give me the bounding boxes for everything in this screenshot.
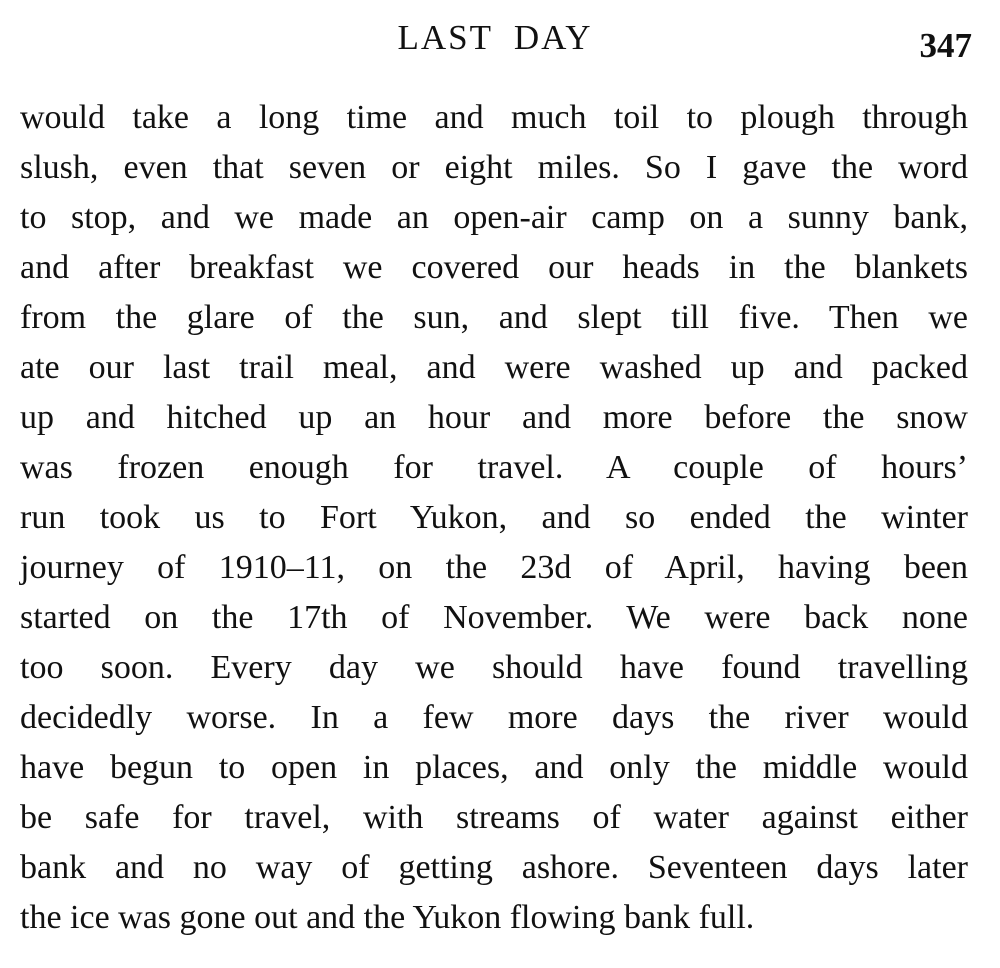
text-line: to stop, and we made an open-air camp on a sunny bank, bbox=[20, 199, 968, 236]
running-title: LAST DAY bbox=[397, 18, 593, 57]
page-number: 347 bbox=[919, 26, 972, 65]
text-line: started on the 17th of November. We were back none bbox=[20, 599, 968, 636]
text-line: ate our last trail meal, and were washed up and packed bbox=[20, 349, 968, 386]
text-line: journey of 1910–11, on the 23d of April, having been bbox=[20, 549, 968, 586]
text-line: decidedly worse. In a few more days the river would bbox=[20, 699, 968, 736]
text-line: would take a long time and much toil to plough through bbox=[20, 99, 968, 136]
text-line: run took us to Fort Yukon, and so ended the winter bbox=[20, 499, 968, 536]
text-line: be safe for travel, with streams of water against either bbox=[20, 799, 968, 836]
body-paragraph bbox=[20, 93, 968, 943]
running-head bbox=[0, 14, 1000, 74]
text-line: have begun to open in places, and only the middle would bbox=[20, 749, 968, 786]
text-line: bank and no way of getting ashore. Seventeen days later bbox=[20, 849, 968, 886]
text-line: the ice was gone out and the Yukon flowing bank full. bbox=[20, 899, 755, 936]
text-line: was frozen enough for travel. A couple of hours’ bbox=[20, 449, 968, 486]
text-line: up and hitched up an hour and more before the snow bbox=[20, 399, 968, 436]
text-line: slush, even that seven or eight miles. So I gave the word bbox=[20, 149, 968, 186]
text-line: and after breakfast we covered our heads in the blankets bbox=[20, 249, 968, 286]
text-line: from the glare of the sun, and slept till five. Then we bbox=[20, 299, 968, 336]
text-line: too soon. Every day we should have found travelling bbox=[20, 649, 968, 686]
